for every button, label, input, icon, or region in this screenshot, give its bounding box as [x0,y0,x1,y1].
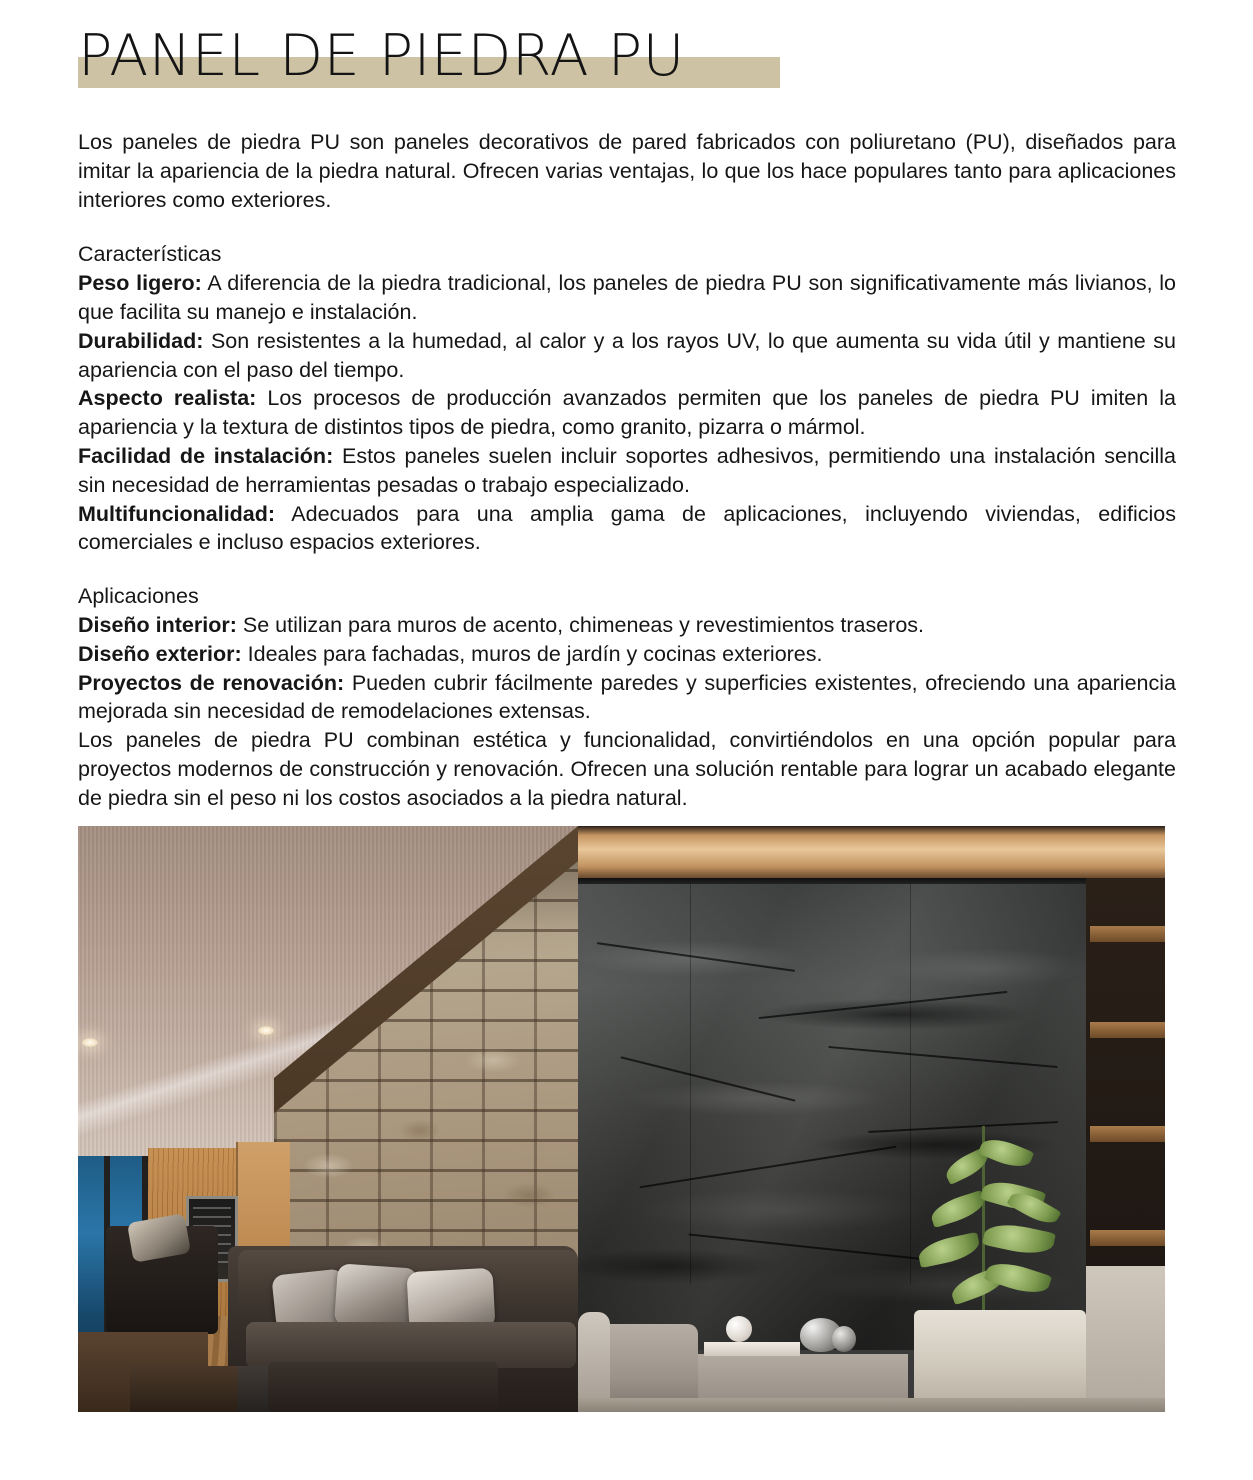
gallery-image-interior-stone-wall-living-room [78,826,578,1412]
ottoman [268,1362,498,1412]
page-header [78,20,1178,96]
application-label: Proyectos de renovación: [78,670,345,695]
planter [914,1310,1086,1412]
feature-item [78,327,1176,385]
shelf [1090,1022,1165,1038]
application-item [78,640,1176,669]
feature-text: Los procesos de producción avanzados permiten que los paneles de piedra PU imiten la apariencia y la textura de distintos tipos de piedra, como granito, pizarra o mármol. [78,386,1176,440]
gallery-image-dark-slate-panel-feature-wall [578,826,1165,1412]
shelf [1090,926,1165,942]
stacked-books [704,1342,800,1356]
side-table [130,1366,238,1412]
application-label: Diseño interior: [78,612,237,637]
spacer [78,557,1176,582]
page-title: PANEL DE PIEDRA PU [78,23,685,89]
applications-heading: Aplicaciones [78,584,199,609]
gallery [78,826,1165,1412]
feature-item [78,269,1176,327]
features-heading: Características [78,242,222,267]
document-content [78,128,1176,813]
feature-text: Estos paneles suelen incluir soportes adhesivos, permitiendo una instalación sencilla sin necesidad de herramientas pesadas o trabajo especializado. [78,443,1176,497]
sofa-cushion [334,1263,418,1330]
panel-seam [910,884,911,1284]
recessed-light-icon [82,1038,98,1047]
feature-text: A diferencia de la piedra tradicional, los paneles de piedra PU son significativamente más livianos, lo que facilita su manejo e instalación. [78,271,1177,324]
feature-item [78,500,1176,558]
feature-label: Aspecto realista: [78,386,257,411]
feature-label: Peso ligero: [78,271,202,296]
application-text: Se utilizan para muros de acento, chimeneas y revestimientos traseros. [236,612,925,637]
shelf [1090,1126,1165,1142]
feature-label: Multifuncionalidad: [78,501,276,526]
application-text: Pueden cubrir fácilmente paredes y superficies existentes, ofreciendo una apariencia mejorada sin necesidad de remodelaciones extensas. [78,670,1176,724]
feature-item [78,442,1176,500]
round-vase [726,1316,752,1342]
panel-seam [690,884,691,1284]
sofa-armrest [578,1312,610,1412]
feature-text: Son resistentes a la humedad, al calor y a los rayos UV, lo que aumenta su vida útil y mantiene su apariencia con el paso del tiempo. [78,328,1176,382]
spacer [78,214,1176,240]
application-item [78,611,1176,640]
feature-label: Facilidad de instalación: [78,443,334,468]
intro-paragraph: Los paneles de piedra PU son paneles decorativos de pared fabricados con poliuretano (PU), diseñados para imitar la apariencia de la piedra natural. Ofrecen varias ventajas, lo que los hace populares tanto para aplicaciones interiores como exteriores. [78,130,1176,212]
closing-paragraph: Los paneles de piedra PU combinan estética y funcionalidad, convirtiéndolos en una opción popular para proyectos modernos de construcción y renovación. Ofrecen una solución rentable para lograr un acabado elegante de piedra sin el peso ni los costos asociados a la piedra natural. [78,728,1176,810]
feature-label: Durabilidad: [78,328,204,353]
application-item [78,669,1176,727]
application-text: Ideales para fachadas, muros de jardín y cocinas exteriores. [241,641,823,666]
feature-item [78,384,1176,442]
application-label: Diseño exterior: [78,641,242,666]
feature-text: Adecuados para una amplia gama de aplicaciones, incluyendo viviendas, edificios comerciales e incluso espacios exteriores. [78,501,1176,555]
decor-ornament [832,1326,856,1352]
floor [578,1398,1165,1412]
recessed-light-icon [258,1026,274,1035]
shelf [1090,1230,1165,1246]
far-wall [1086,1266,1165,1412]
cove-lighting [578,826,1165,878]
